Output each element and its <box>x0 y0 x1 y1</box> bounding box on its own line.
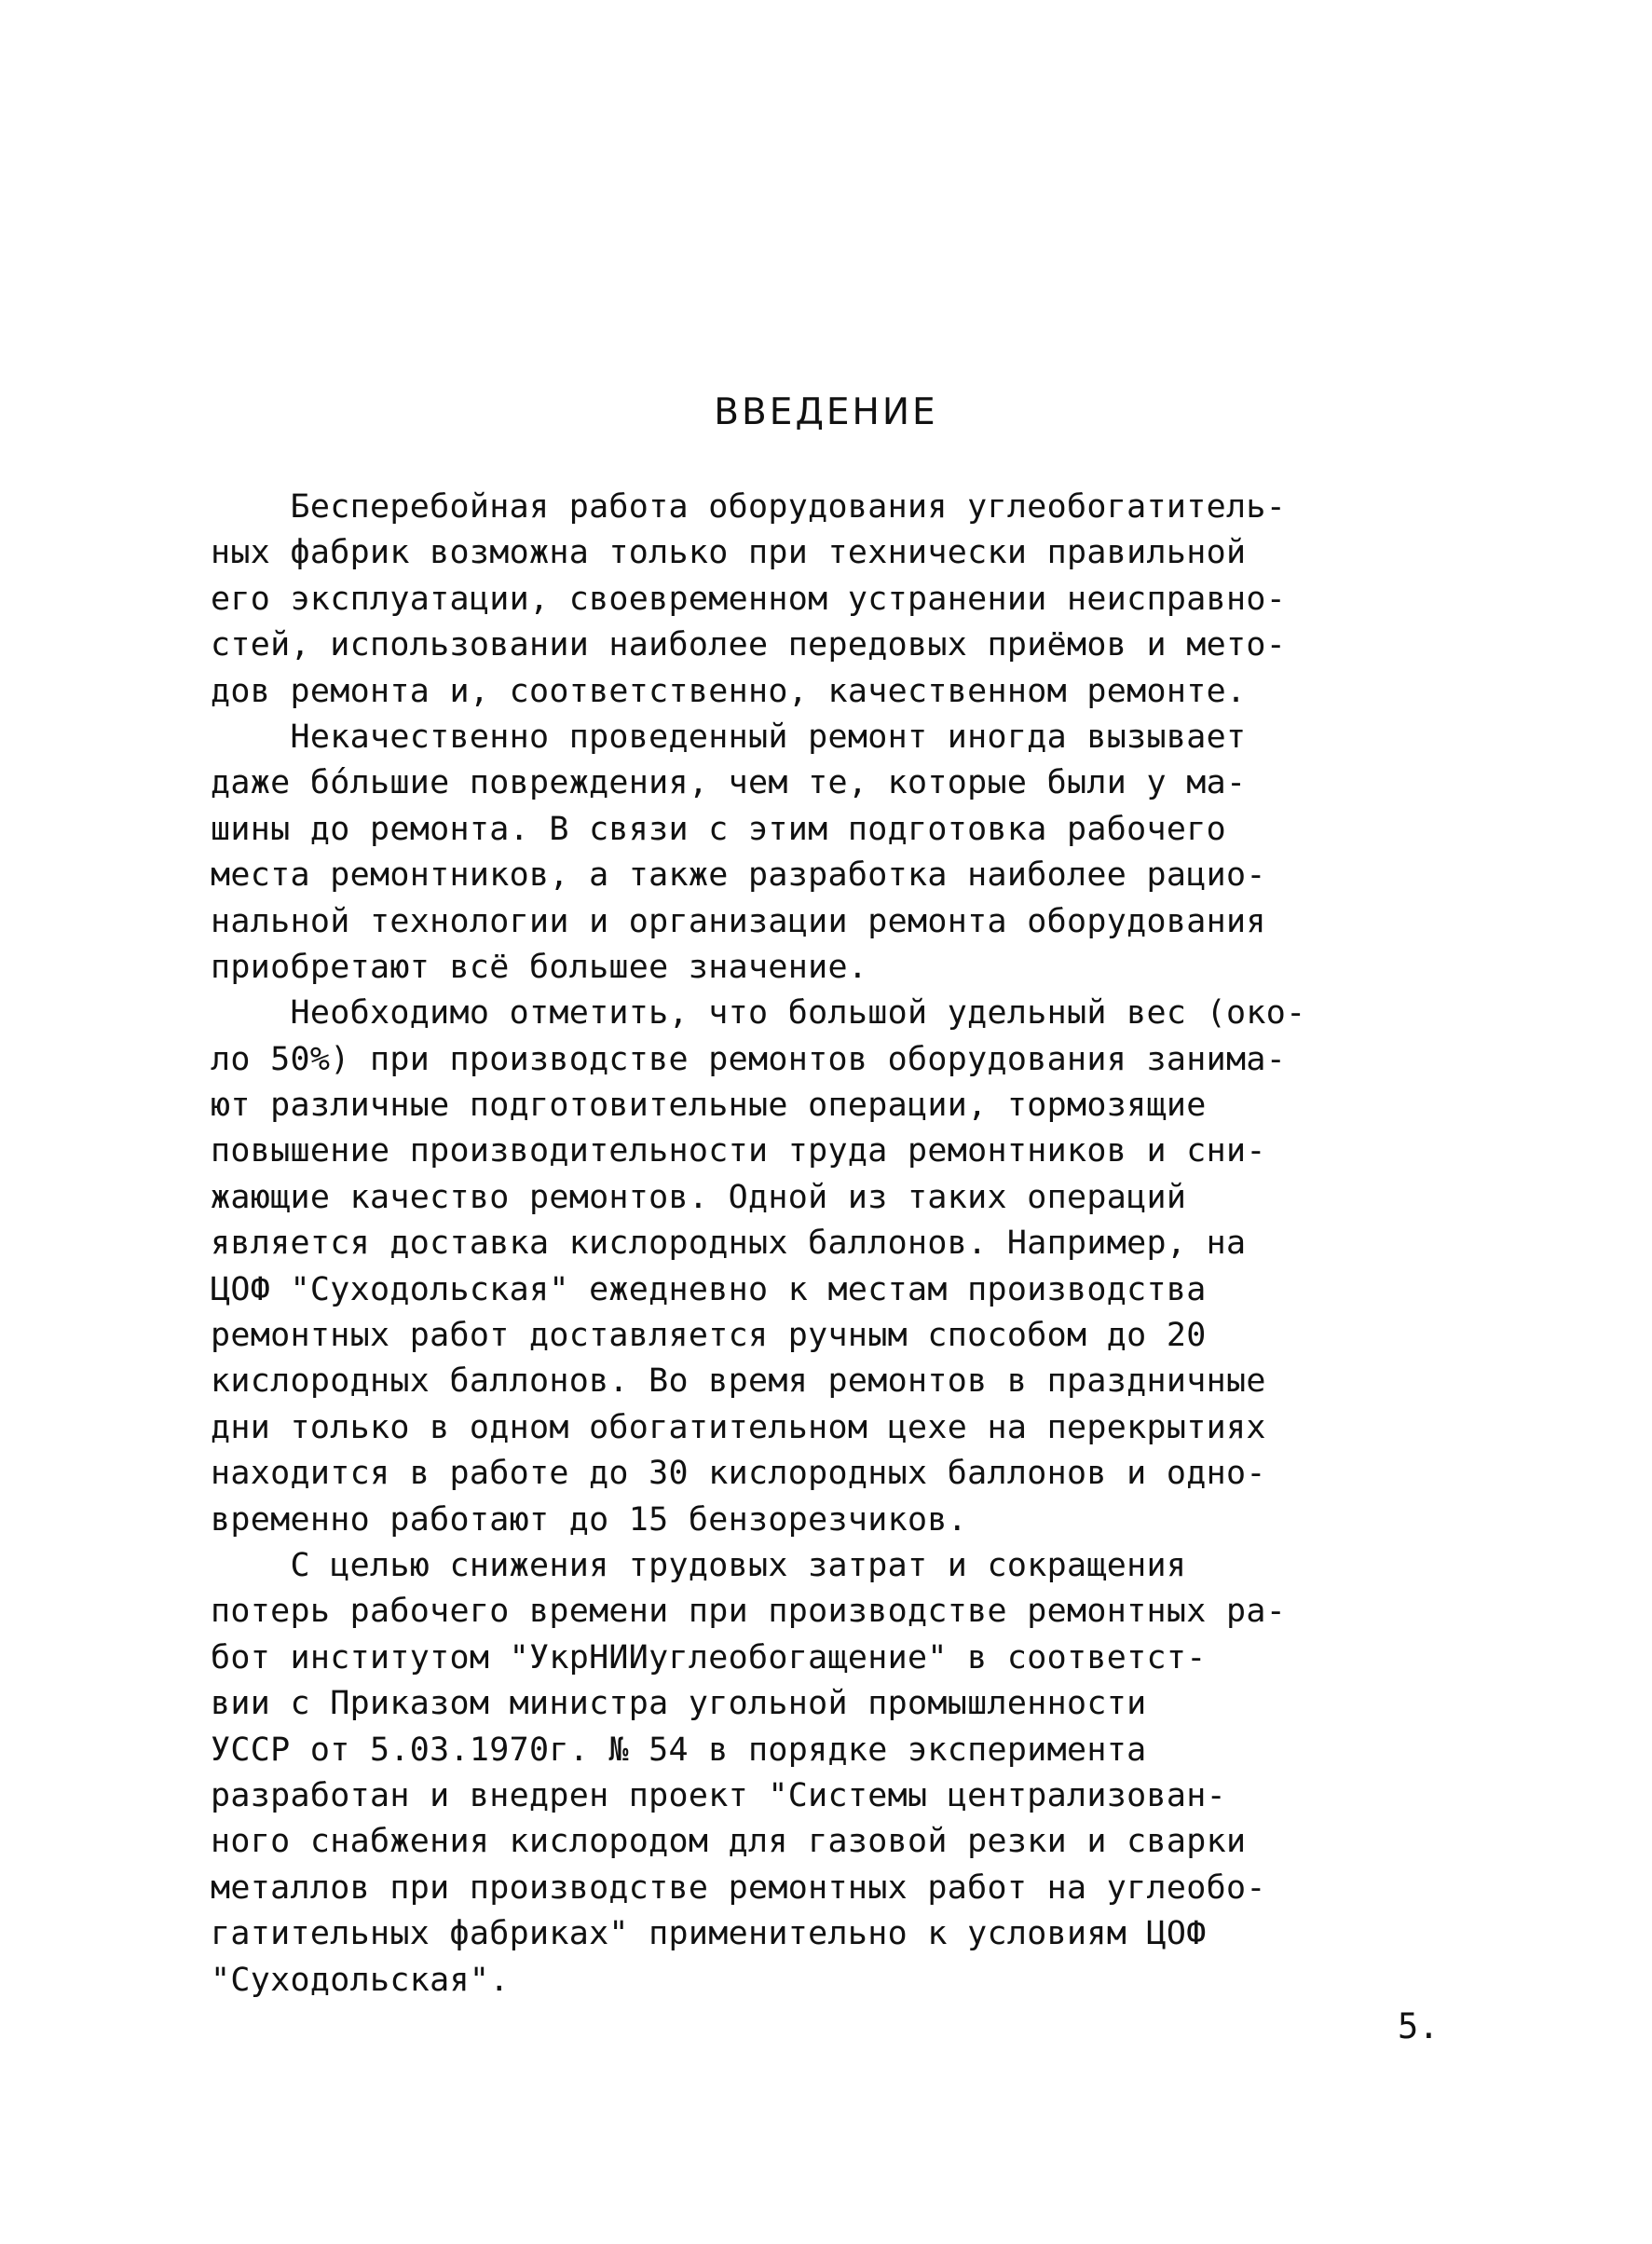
text-line: места ремонтников, а также разработка наиболее рацио- <box>211 856 1266 895</box>
text-line: нальной технологии и организации ремонта оборудования <box>211 902 1266 940</box>
text-line: "Суходольская". <box>211 1961 510 1999</box>
text-line: металлов при производстве ремонтных работ на углеобо- <box>211 1868 1266 1907</box>
page-number: 5. <box>1398 2006 1440 2046</box>
text-line: дов ремонта и, соответственно, качественном ремонте. <box>211 672 1247 710</box>
text-line: гатительных фабриках" применительно к условиям ЦОФ <box>211 1915 1207 1953</box>
text-line: ЦОФ "Суходольская" ежедневно к местам производства <box>211 1270 1207 1308</box>
text-line: потерь рабочего времени при производстве ремонтных ра- <box>211 1593 1287 1631</box>
text-line: ло 50%) при производстве ремонтов оборудования занима- <box>211 1040 1287 1078</box>
text-line: даже бо́льшие повреждения, чем те, которые были у ма- <box>211 764 1247 802</box>
text-line: ремонтных работ доставляется ручным способом до 20 <box>211 1317 1207 1355</box>
text-line: его эксплуатации, своевременном устранении неисправно- <box>211 580 1287 618</box>
text-line: Бесперебойная работа оборудования углеобогатитель- <box>211 488 1287 526</box>
text-line: УССР от 5.03.1970г. № 54 в порядке эксперимента <box>211 1731 1147 1769</box>
text-line: жающие качество ремонтов. Одной из таких операций <box>211 1178 1187 1216</box>
text-line: временно работают до 15 бензорезчиков. <box>211 1500 968 1539</box>
text-line: шины до ремонта. В связи с этим подготовка рабочего <box>211 810 1226 848</box>
text-line: стей, использовании наиболее передовых приёмов и мето- <box>211 626 1287 664</box>
text-line: ных фабрик возможна только при технически правильной <box>211 534 1247 572</box>
text-line: ного снабжения кислородом для газовой резки и сварки <box>211 1823 1247 1861</box>
text-line: вии с Приказом министра угольной промышленности <box>211 1685 1147 1723</box>
body-text <box>211 485 1450 2004</box>
page-title: ВВЕДЕНИЕ <box>714 391 938 433</box>
text-line: ют различные подготовительные операции, тормозящие <box>211 1087 1207 1125</box>
text-line: кислородных баллонов. Во время ремонтов в праздничные <box>211 1362 1266 1401</box>
text-line: является доставка кислородных баллонов. Например, на <box>211 1225 1247 1263</box>
text-line: Некачественно проведенный ремонт иногда вызывает <box>211 718 1247 756</box>
text-line: находится в работе до 30 кислородных баллонов и одно- <box>211 1455 1266 1493</box>
text-line: разработан и внедрен проект "Системы централизован- <box>211 1776 1226 1814</box>
text-line: дни только в одном обогатительном цехе на перекрытиях <box>211 1408 1266 1446</box>
text-line: Необходимо отметить, что большой удельный вес (око- <box>211 994 1306 1033</box>
text-line: повышение производительности труда ремонтников и сни- <box>211 1132 1266 1170</box>
text-line: С целью снижения трудовых затрат и сокращения <box>211 1546 1187 1584</box>
text-line: бот институтом "УкрНИИуглеобогащение" в соответст- <box>211 1638 1207 1676</box>
text-line: приобретают всё большее значение. <box>211 948 868 986</box>
